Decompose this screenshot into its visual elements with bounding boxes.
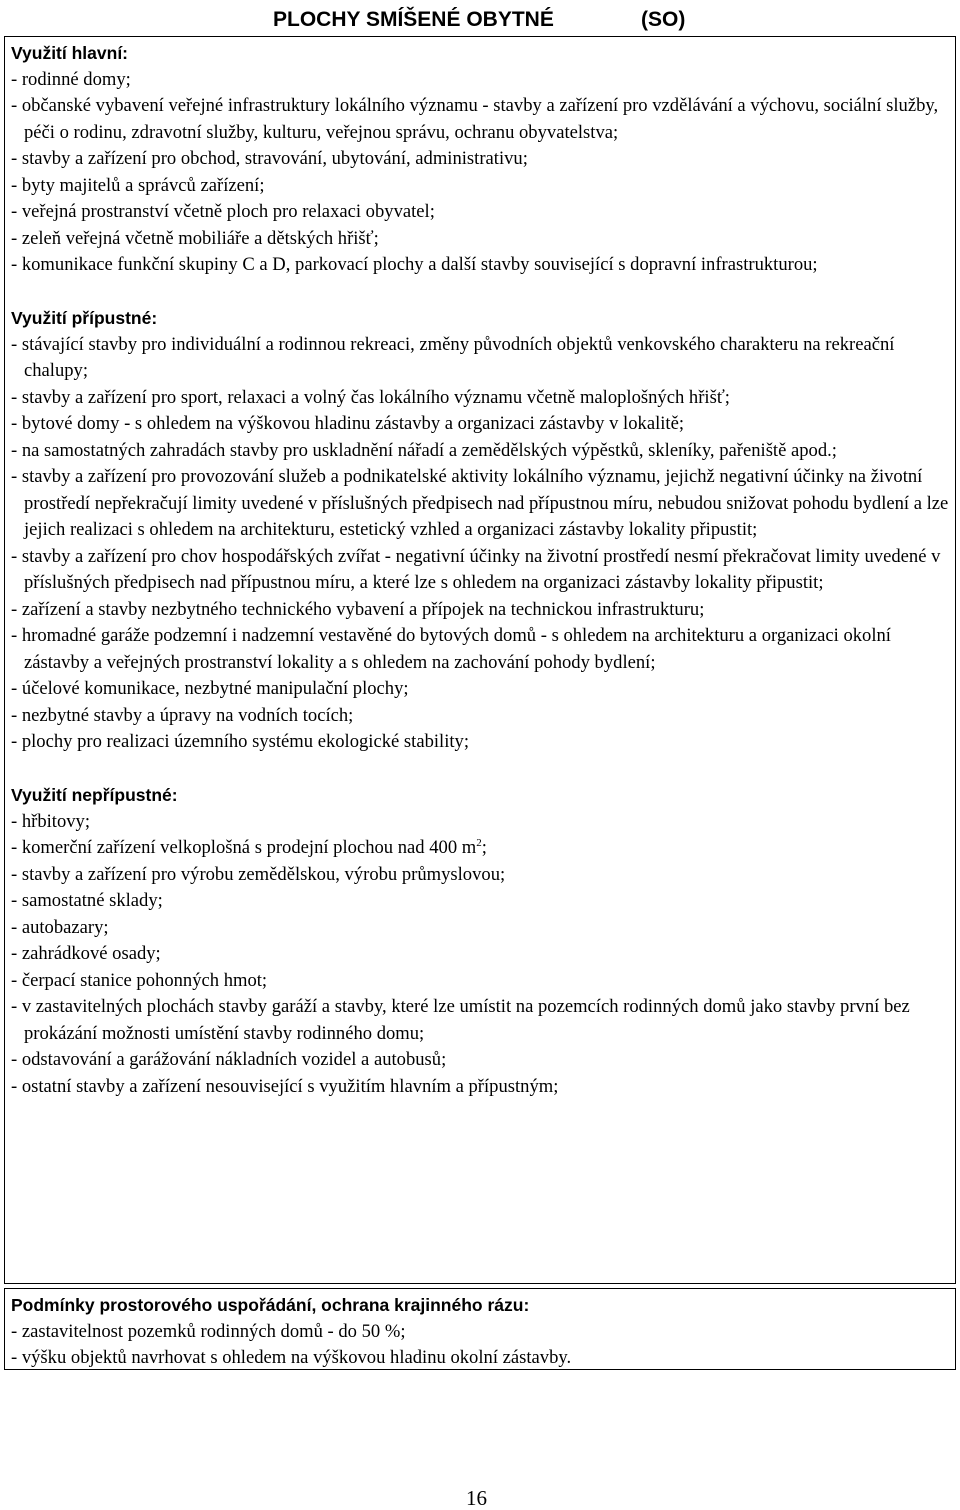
list-item: - na samostatných zahradách stavby pro uskladnění nářadí a zemědělských výpěstků, skleníky, pařeniště apod.; <box>11 439 837 461</box>
title-main: PLOCHY SMÍŠENÉ OBYTNÉ <box>273 8 554 31</box>
permitted-use-list <box>11 332 949 756</box>
list-item: - plochy pro realizaci územního systému ekologické stability; <box>11 731 469 752</box>
page-title <box>0 4 960 36</box>
list-item: - byty majitelů a správců zařízení; <box>11 174 265 196</box>
list-item: - v zastavitelných plochách stavby garáží a stavby, které lze umístit na pozemcích rodinných domů jako stavby první bez prokázání možnosti umístění stavby rodinného domu; <box>11 996 910 1044</box>
page-number <box>0 1486 960 1510</box>
list-item: - čerpací stanice pohonných hmot; <box>11 969 268 991</box>
list-item: - zařízení a stavby nezbytného technického vybavení a přípojek na technickou infrastrukturu; <box>11 598 705 620</box>
list-item: - účelové komunikace, nezbytné manipulační plochy; <box>11 678 409 699</box>
list-item: - občanské vybavení veřejné infrastruktury lokálního významu - stavby a zařízení pro vzdělávání a výchovu, sociální služby, péči o rodinu, zdravotní služby, kulturu, veřejnou správu, ochranu obyvatelstva; <box>11 95 939 143</box>
prohibited-use-list <box>11 809 949 1101</box>
list-item: - hromadné garáže podzemní i nadzemní vestavěné do bytových domů - s ohledem na architekturu a organizaci okolní zástavby a veřejných prostranství lokality a s ohledem na zachování pohody bydlení; <box>11 625 891 673</box>
use-regulations-box <box>4 36 956 1284</box>
list-item: - výšku objektů navrhovat s ohledem na výškovou hladinu okolní zástavby. <box>11 1347 572 1368</box>
permitted-use-heading: Využití přípustné: <box>11 308 158 328</box>
list-item: - hřbitovy; <box>11 810 91 832</box>
list-item: - odstavování a garážování nákladních vozidel a autobusů; <box>11 1049 447 1070</box>
list-item: - stavby a zařízení pro provozování služeb a podnikatelské aktivity lokálního významu, jejichž negativní účinky na životní prostředí nepřekračují limity uvedené v příslušných předpisech nad přípustnou míru, nebudou snižovat pohodu bydlení a lze jejich realizaci s ohledem na architekturu, estetický vzhled a organizaci zástavby lokality připustit; <box>11 466 949 540</box>
main-use-heading: Využití hlavní: <box>11 43 129 63</box>
list-item: - stavby a zařízení pro výrobu zemědělskou, výrobu průmyslovou; <box>11 863 506 885</box>
list-item: - zeleň veřejná včetně mobiliáře a dětských hřišť; <box>11 227 379 249</box>
spatial-conditions-box <box>4 1288 956 1370</box>
list-item: - autobazary; <box>11 916 109 938</box>
list-item: - bytové domy - s ohledem na výškovou hladinu zástavby a organizaci zástavby v lokalitě; <box>11 413 684 434</box>
conditions-heading: Podmínky prostorového uspořádání, ochrana krajinného rázu: <box>11 1295 530 1315</box>
prohibited-use-heading: Využití nepřípustné: <box>11 785 178 805</box>
list-item-text: - komerční zařízení velkoplošná s prodejní plochou nad 400 m <box>11 837 477 858</box>
list-item: - stavby a zařízení pro obchod, stravování, ubytování, administrativu; <box>11 148 528 169</box>
list-item: - veřejná prostranství včetně ploch pro relaxaci obyvatel; <box>11 201 435 222</box>
list-item: - stavby a zařízení pro chov hospodářských zvířat - negativní účinky na životní prostředí nesmí překračovat limity uvedené v příslušných předpisech nad přípustnou míru, a které lze s ohledem na organizaci zástavby lokality připustit; <box>11 545 941 593</box>
list-item: - zastavitelnost pozemků rodinných domů - do 50 %; <box>11 1320 406 1342</box>
list-item: - rodinné domy; <box>11 68 131 90</box>
title-code: (SO) <box>641 8 686 31</box>
list-item: - nezbytné stavby a úpravy na vodních tocích; <box>11 704 354 726</box>
superscript: 2 <box>476 837 482 849</box>
list-item: - stavby a zařízení pro sport, relaxaci a volný čas lokálního významu včetně maloplošných hřišť; <box>11 386 730 408</box>
list-item: - samostatné sklady; <box>11 890 163 911</box>
list-item: - komunikace funkční skupiny C a D, parkovací plochy a další stavby související s dopravní infrastrukturou; <box>11 254 818 275</box>
main-use-list <box>11 67 949 279</box>
page-number-value: 16 <box>466 1486 487 1510</box>
list-item-tail: ; <box>481 837 487 858</box>
list-item: - zahrádkové osady; <box>11 943 161 964</box>
list-item: - ostatní stavby a zařízení nesouvisející s využitím hlavním a přípustným; <box>11 1075 559 1097</box>
list-item: - stávající stavby pro individuální a rodinnou rekreaci, změny původních objektů venkovského charakteru na rekreační chalupy; <box>11 333 895 381</box>
list-item <box>11 835 949 862</box>
